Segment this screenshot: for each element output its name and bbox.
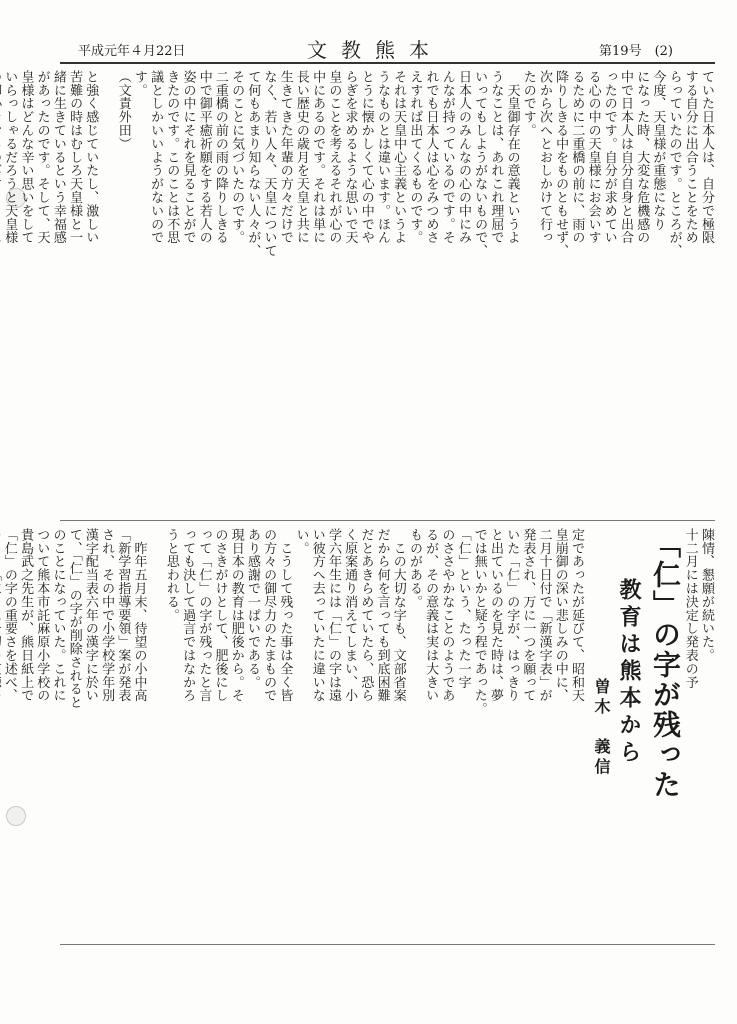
issue-number: 第19号 (2) (599, 44, 673, 59)
bottom-article-heading (585, 528, 685, 938)
article-subtitle: 教育は熊本から (616, 578, 642, 767)
header-rule (60, 62, 715, 64)
footer-rule (60, 944, 715, 945)
issue-date: 平成元年４月22日 (78, 44, 186, 59)
binder-hole (6, 806, 26, 826)
bottom-article-body: 定であったが延びて、昭和天 皇崩御の深い悲しみの中に、 二月十日付で「新漢字表」が 発表され、万に一つを願って いた「仁」の字が、はっきり と出ているのを見た時は、夢 では無いかと疑う程であった。 「仁」という、たった一字 のささやかなことのようであ るが、その意義は実は大きい ものがある。 この大切な字も、文部省案 だから何を言っても到底困難 だとあきらめていたら、恐ら く原案通り消えてしまい、小 学六年生には「仁」の字は遠 い彼方へ去っていたに違いな い。 こうして残った事は全く皆 の方々の御尽力のたまもので あり感謝で一ぱいである。 現日本の教育は肥後から。そ のさきがけとして、肥後にし って「仁」の字が残ったと言 っても決して過言ではなかろ うと思われる。 昨年五月末、待望の小中高 「新学習指導要領」案が発表 され、その中で小学校学年別 漢字配当表六年の漢字に於い て、「仁」の字が削除されると のことになっていた。これに ついて熊本市託麻原小学校の 貴島武之先生が、熊日紙上で 「仁」の字の重要さを述べ、 (1, 528, 584, 716)
bottom-article-continuation: 陳情、懇願が続いた。 十二月には決定し発表の予 (682, 528, 714, 689)
article-title: 「仁」の字が残った (649, 530, 682, 800)
page-header (60, 34, 715, 60)
top-article-body: ていた日本人は、自分で極限 する自分に出合うことをため らっていたのです。ところが、 今度、天皇様が重態になり になった時、大変な危機感の 中で日本人は自分自身と出合 ったのです。自分が求めてい る心の中の天皇様にお会いす るために二重橋の前に、雨の 降りしきる中をものともせず、 次から次へとおしかけて行っ たのです。 天皇御存在の意義というよ うなことは、あれこれ理屈で いってもしようがないもので、 日本人のみんなの心の中にみ んなが持っているのです。そ れでも日本人は心をみつめさ えすれば出てくるものです。 それは天皇中心主義というよ うなものとは違います。ほん とうに懐かしくて心の中でや らぎを求めるような思いで天 皇のことを考えるそれが心の 中にあるのです。それは単に 長い歴史の歳月を天皇と共に 生きてきた年輩の方々だけで なく、若い人々、天皇について て何もあまり知らない人々が、 そのことに気づいたのです。 二重橋の前の雨の降りしきる 中で御平癒祈願をする若人の 姿の中にそれを見ることがで きたのです。このことは不思 議としかいいようがないので す。 （文責外田） と強く感じていたし、激しい 苦難の時はむしろ天皇様と一 緒に生きているという幸福感 があったのです。そして、天 皇様はどんな辛い思いをして いらっしゃるだろうと天皇様 (2, 70, 714, 258)
article-author: 曽木 義信 (592, 678, 611, 778)
section-divider (60, 520, 715, 521)
newspaper-title: 文教熊本 (307, 38, 443, 62)
